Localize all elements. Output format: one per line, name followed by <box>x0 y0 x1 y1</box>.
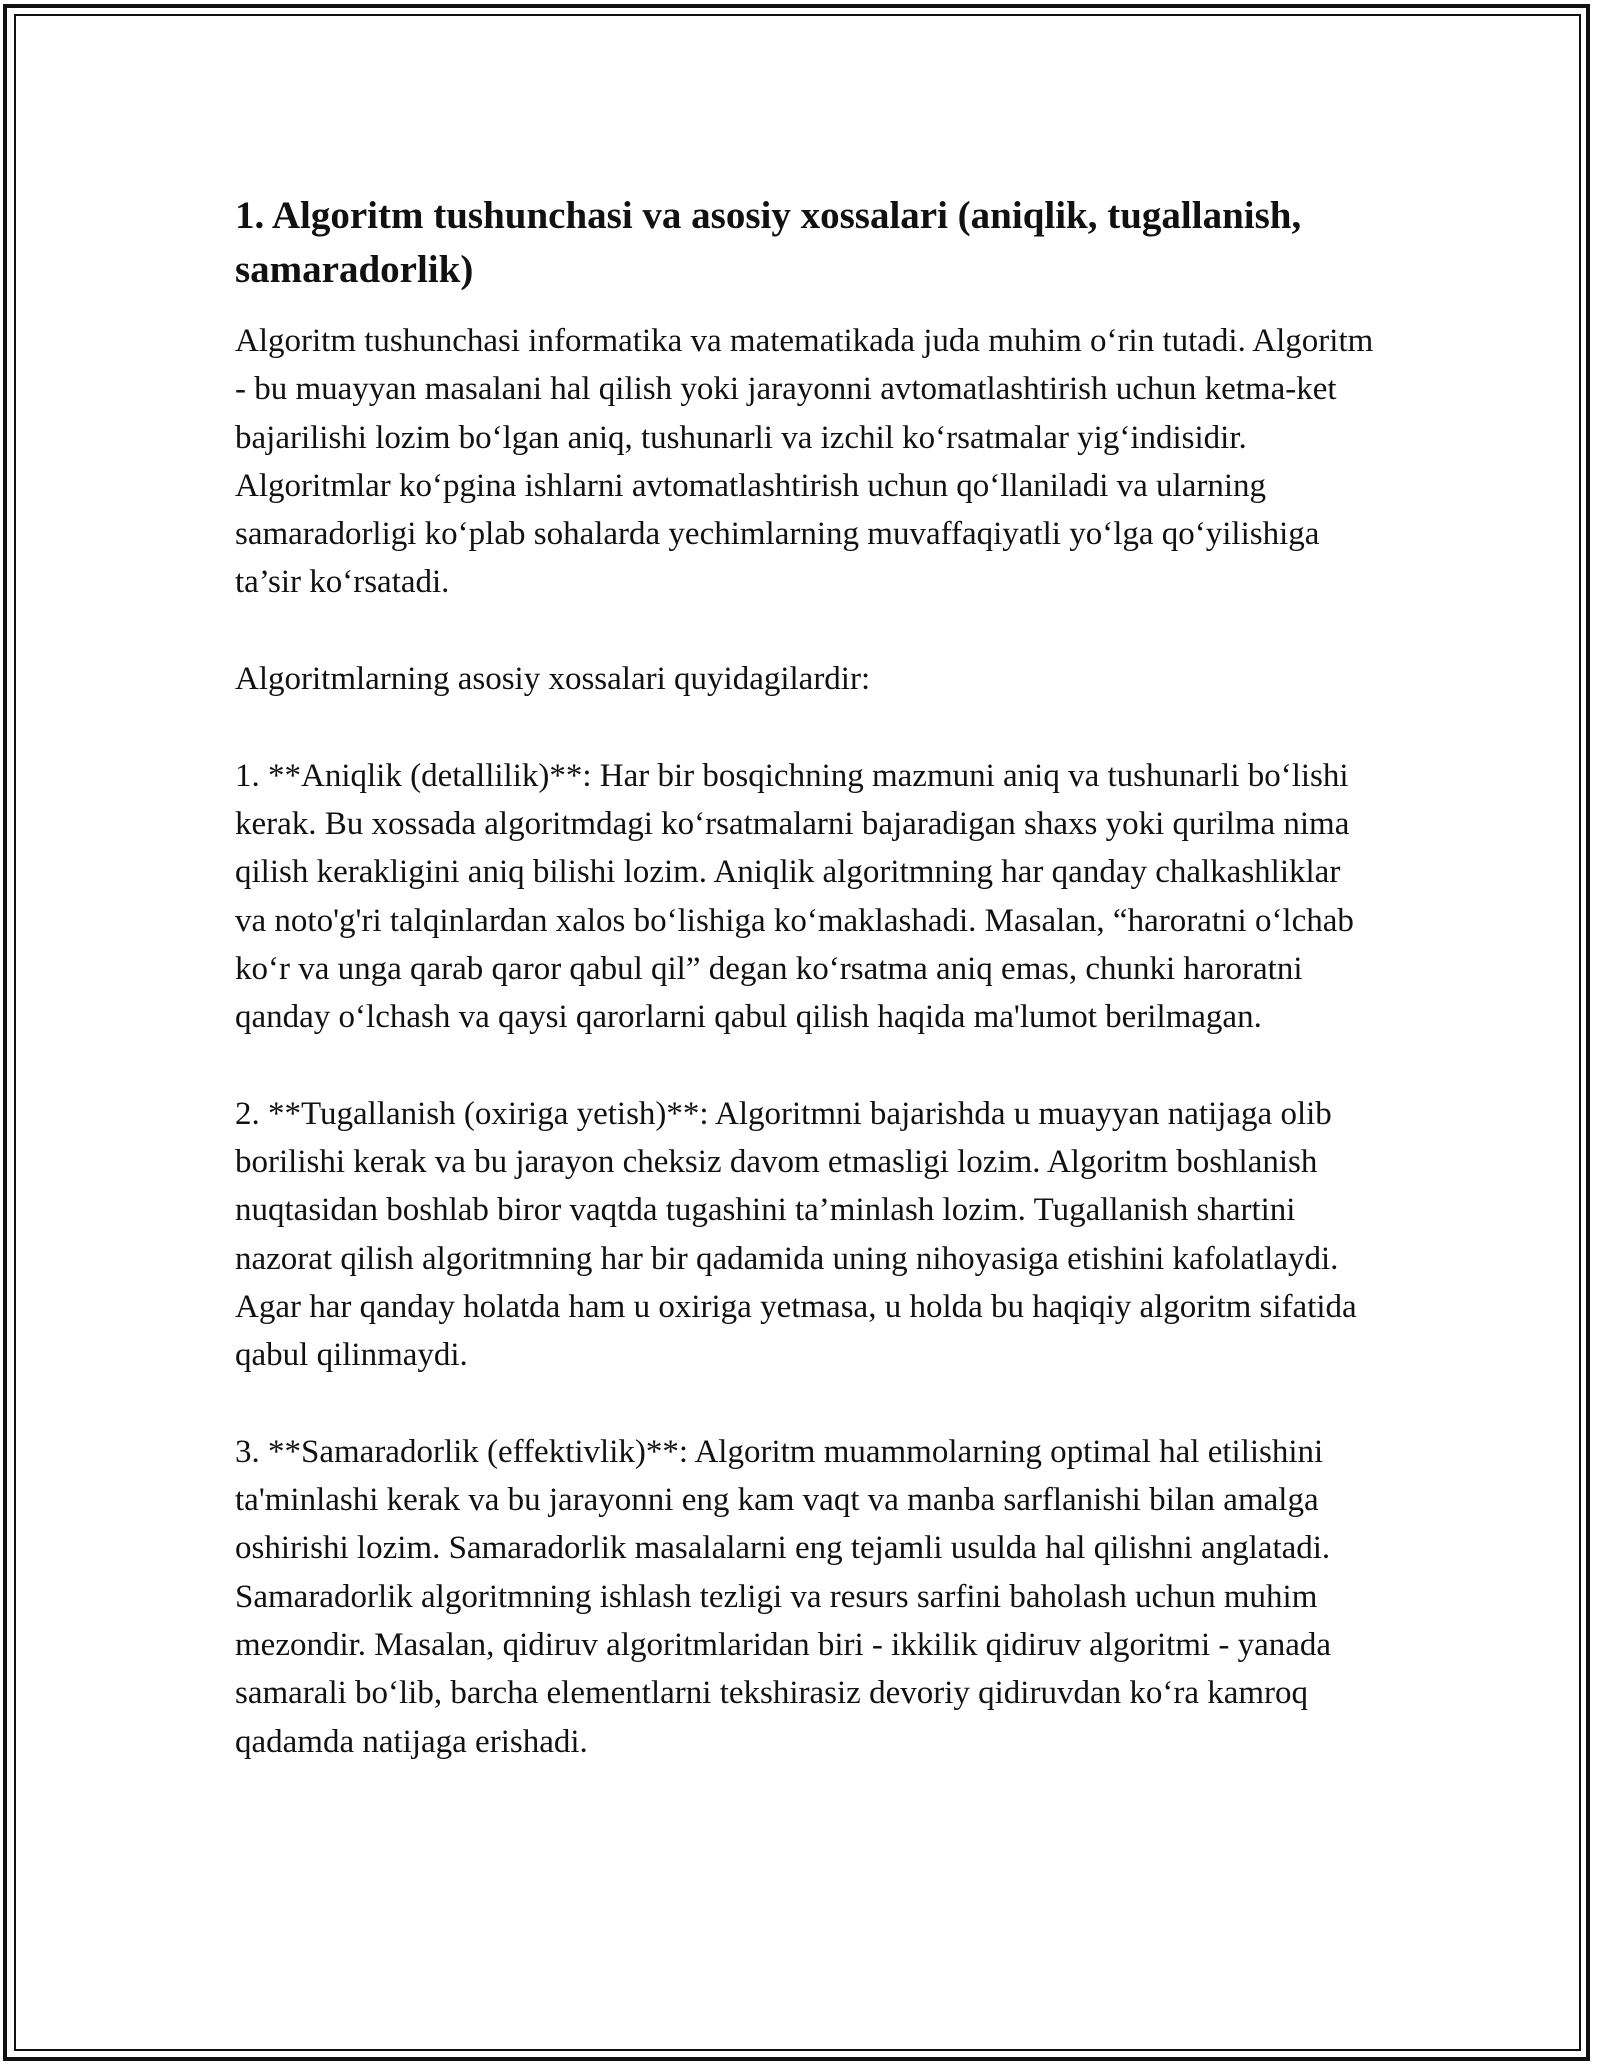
document-text <box>235 317 1375 1766</box>
page-title: 1. Algoritm tushunchasi va asosiy xossalari (aniqlik, tugallanish, samaradorlik) <box>235 194 1302 291</box>
paragraph-efficiency: 3. **Samaradorlik (effektivlik)**: Algoritm muammolarning optimal hal etilishini ta'minlashi kerak va bu jarayonni eng kam vaqt va manba sarflanishi bilan amalga oshirishi lozim. Samaradorlik masalalarni eng tejamli usulda hal qilishni anglatadi. Samaradorlik algoritmning ishlash tezligi va resurs sarfini baholash uchun muhim mezondir. Masalan, qidiruv algoritmlaridan biri - ikkilik qidiruv algoritmi - yanada samarali bo‘lib, barcha elementlarni tekshirasiz devoriy qidiruvdan ko‘ra kamroq qadamda natijaga erishadi. <box>235 1433 1332 1760</box>
paragraph-properties-lead: Algoritmlarning asosiy xossalari quyidagilardir: <box>235 661 871 698</box>
paragraph-intro: Algoritm tushunchasi informatika va matematikada juda muhim o‘rin tutadi. Algoritm - bu muayyan masalani hal qilish yoki jarayonni avtomatlashtirish uchun ketma-ket bajarilishi lozim bo‘lgan aniq, tushunarli va izchil ko‘rsatmalar yig‘indisidir. Algoritmlar ko‘pgina ishlarni avtomatlashtirish uchun qo‘llaniladi va ularning samaradorligi ko‘plab sohalarda yechimlarning muvaffaqiyatli yo‘lga qo‘yilishiga ta’sir ko‘rsatadi. <box>235 323 1374 601</box>
document-body <box>235 189 1375 1766</box>
paragraph-finiteness: 2. **Tugallanish (oxiriga yetish)**: Algoritmni bajarishda u muayyan natijaga olib borilishi kerak va bu jarayon cheksiz davom etmasligi lozim. Algoritm boshlanish nuqtasidan boshlab biror vaqtda tugashini ta’minlash lozim. Tugallanish shartini nazorat qilish algoritmning har bir qadamida uning nihoyasiga etishini kafolatlaydi. Agar har qanday holatda ham u oxiriga yetmasa, u holda bu haqiqiy algoritm sifatida qabul qilinmaydi. <box>235 1095 1357 1374</box>
paragraph-accuracy: 1. **Aniqlik (detallilik)**: Har bir bosqichning mazmuni aniq va tushunarli bo‘lishi kerak. Bu xossada algoritmdagi ko‘rsatmalarni bajaradigan shaxs yoki qurilma nima qilish kerakligini aniq bilishi lozim. Aniqlik algoritmning har qanday chalkashliklar va noto'g'ri talqinlardan xalos bo‘lishiga ko‘maklashadi. Masalan, “haroratni o‘lchab ko‘r va unga qarab qaror qabul qil” degan ko‘rsatma aniq emas, chunki haroratni qanday o‘lchash va qaysi qarorlarni qabul qilish haqida ma'lumot berilmagan. <box>235 757 1354 1036</box>
